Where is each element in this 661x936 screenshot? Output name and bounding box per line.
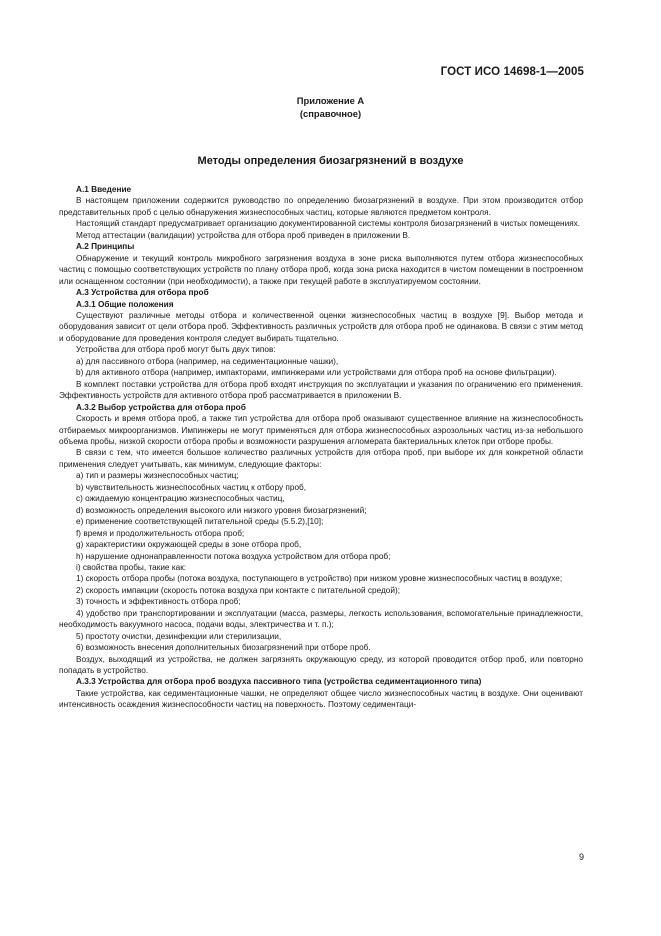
paragraph: Такие устройства, как седиментационные чашки, не определяют общее число жизнеспособных частиц в воздухе. Они оценивают интенсивность осаждения жизнеспособности частиц на поверхность. Поэтому седиментаци-: [59, 688, 583, 710]
paragraph: Существуют различные методы отбора и количественной оценки жизнеспособных частиц в воздухе [9]. Выбор метода и оборудования зависит от цели отбора проб. Эффективность различных устройств для отбора проб не одинакова. В связи с этим метод и оборудование для проведения контроля следует выбирать тщательно.: [59, 310, 583, 343]
subsection-heading-a3-2: А.3.2 Выбор устройства для отбора проб: [76, 402, 246, 412]
subsection-heading-a3-1: А.3.1 Общие положения: [76, 299, 174, 309]
sub-list-item: 4) удобство при транспортировании и эксплуатации (масса, размеры, легкость использования, вспомогательные принадлежности, необходимость вакуумного насоса, подачи воды, электричества и т. п.);: [59, 608, 583, 630]
list-item: h) нарушение однонаправленности потока воздуха устройством для отбора проб;: [76, 551, 391, 561]
subsection-heading-a3-3: А.3.3 Устройства для отбора проб воздуха пассивного типа (устройства седиментационного типа): [76, 677, 482, 687]
list-item: b) чувствительность жизнеспособных частиц к отбору проб,: [76, 482, 307, 492]
paragraph: Скорость и время отбора проб, а также тип устройства для отбора проб оказывают существенное влияние на жизнеспособность отбираемых микроорганизмов. Импинжеры не могут применяться для отбора жизнеспособных аэрозольных частиц из-за небольшого объема пробы, низкой скорости отбора пробы и возможности разрушения агломерата бактериальных клеток при отборе пробы.: [59, 414, 583, 446]
sub-list-item: 2) скорость импакции (скорость потока воздуха при контакте с питательной средой);: [76, 585, 401, 595]
list-item: d) возможность определения высокого или низкого уровня биозагрязнений;: [76, 505, 367, 515]
list-item: e) применение соответствующей питательной среды (5.5.2),[10];: [76, 517, 324, 527]
list-item: a) тип и размеры жизнеспособных частиц;: [76, 471, 239, 481]
paragraph: В связи с тем, что имеется большое количество различных устройств для отбора проб, при выборе их для конкретной области применения следует учитывать, как минимум, следующие факторы:: [59, 448, 583, 469]
section-heading-a1: А.1 Введение: [76, 185, 132, 194]
list-item: а) для пассивного отбора (например, на седиментационные чашки),: [76, 356, 339, 366]
paragraph: В комплект поставки устройства для отбора проб входят инструкция по эксплуатации и указания по ограничению его применения. Эффективность устройств для активного отбора проб рассматривается в приложении В.: [59, 379, 583, 401]
paragraph: Метод аттестации (валидации) устройства для отбора проб приведен в приложении В.: [76, 230, 411, 240]
page-title: Методы определения биозагрязнений в воздухе: [197, 155, 464, 167]
list-item: c) ожидаемую концентрацию жизнеспособных частиц,: [76, 494, 285, 504]
paragraph: Настоящий стандарт предусматривает организацию документированной системы контроля биозагрязнений в чистых помещениях.: [76, 219, 581, 229]
paragraph: В настоящем приложении содержится руководство по определению биозагрязнений в воздухе. При этом производится отбор представительных проб с целью обнаружения жизнеспособных частиц, которые являются предметом контроля.: [59, 196, 583, 217]
annex-status: (справочное): [299, 108, 362, 119]
section-heading-a2: А.2 Принципы: [76, 242, 135, 252]
paragraph: Обнаружение и текущий контроль микробного загрязнения воздуха в зоне риска выполняются путем отбора жизнеспособных частиц с помощью соответствующих устройств по плану отбора проб, когда зона риска находится в чистом помещении в построенном или оснащенном состоянии (при необходимости), а также при текущей работе в эксплуатируемом состоянии.: [59, 253, 583, 286]
sub-list-item: 6) возможность внесения дополнительных биозагрязнений при отборе проб.: [76, 643, 371, 653]
list-item: i) свойства пробы, такие как:: [76, 562, 187, 572]
document-body: [59, 184, 583, 711]
annex-title: Приложение А: [296, 95, 365, 106]
section-heading-a3: А.3 Устройства для отбора проб: [76, 288, 209, 298]
sub-list-item: 5) простоту очистки, дезинфекции или стерилизации,: [76, 631, 282, 641]
paragraph: Устройства для отбора проб могут быть двух типов:: [76, 345, 276, 355]
list-item: f) время и продолжительность отбора проб;: [76, 528, 245, 538]
sub-list-item: 3) точность и эффективность отбора проб;: [76, 597, 241, 607]
paragraph: Воздух, выходящий из устройства, не должен загрязнять окружающую среду, из которой проводится отбор проб, или повторно попадать в устройство.: [59, 654, 583, 676]
list-item: b) для активного отбора (например, импакторами, импинжерами или устройствами для отбора проб на основе фильтрации).: [76, 368, 557, 378]
sub-list-item: 1) скорость отбора пробы (потока воздуха, поступающего в устройство) при низком уровне жизнеспособных частиц в воздухе;: [76, 574, 563, 584]
document-code: ГОСТ ИСО 14698-1—2005: [440, 66, 584, 78]
page-number: 9: [578, 852, 584, 862]
list-item: g) характеристики окружающей среды в зоне отбора проб,: [76, 540, 302, 550]
